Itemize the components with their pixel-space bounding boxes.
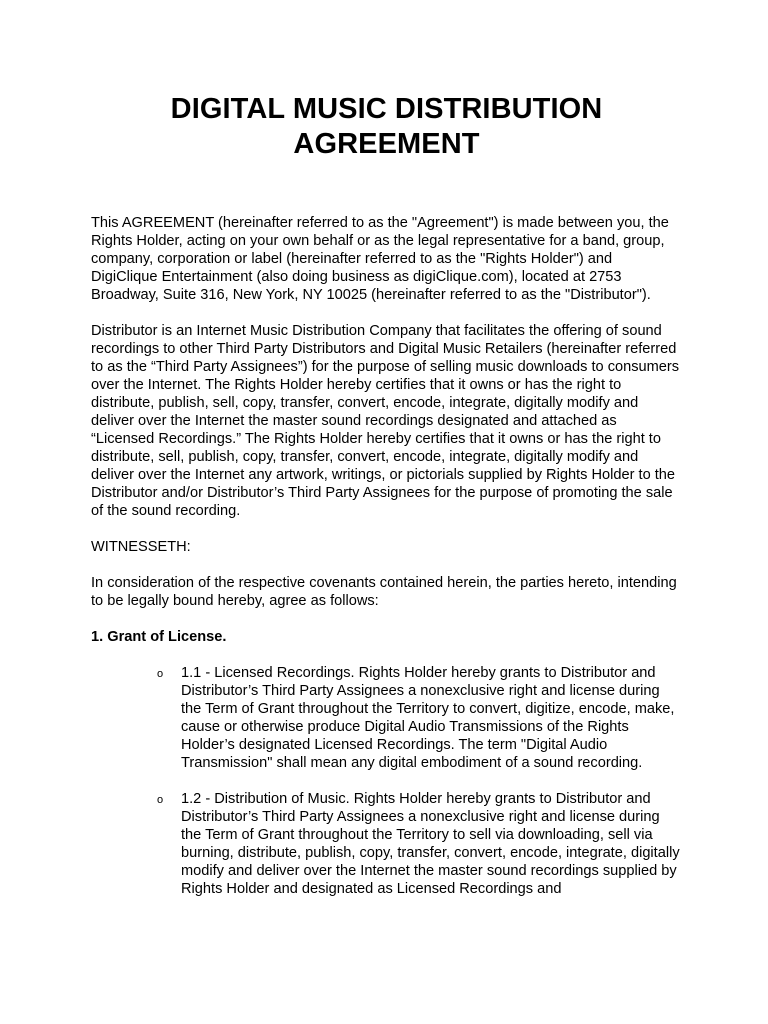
document-title xyxy=(91,92,682,162)
clause-text: 1.1 - Licensed Recordings. Rights Holder hereby grants to Distributor and Distributor’s Third Party Assignees a nonexclusive right and license during the Term of Grant throughout the Territory to convert, digitize, encode, make, cause or otherwise produce Digital Audio Transmissions of the Rights Holder’s designated Licensed Recordings. The term "Digital Audio Transmission" shall mean any digital embodiment of a sound recording. xyxy=(181,665,675,771)
list-bullet: o xyxy=(157,668,164,680)
section-heading-grant-of-license: 1. Grant of License. xyxy=(91,629,227,645)
clause-1-2 xyxy=(157,790,682,898)
document-title-line-2: AGREEMENT xyxy=(293,128,480,160)
list-bullet: o xyxy=(157,794,164,806)
document-title-line-1: DIGITAL MUSIC DISTRIBUTION xyxy=(170,93,603,125)
distributor-paragraph: Distributor is an Internet Music Distribution Company that facilitates the offering of sound recordings to other Third Party Distributors and Digital Music Retailers (hereinafter referred to as the “Third Party Assignees”) for the purpose of selling music downloads to consumers over the Internet. The Rights Holder hereby certifies that it owns or has the right to distribute, publish, sell, copy, transfer, convert, encode, integrate, digitally modify and deliver over the Internet the master sound recordings designated and attached as “Licensed Recordings.” The Rights Holder hereby certifies that it owns or has the right to distribute, sell, publish, copy, transfer, convert, encode, integrate, digitally modify and deliver over the Internet any artwork, writings, or pictorials supplied by Rights Holder to the Distributor and/or Distributor’s Third Party Assignees for the purpose of promoting the sale of the sound recording. xyxy=(91,323,680,519)
consideration-paragraph: In consideration of the respective covenants contained herein, the parties hereto, intending to be legally bound hereby, agree as follows: xyxy=(91,575,677,609)
witnesseth-label: WITNESSETH: xyxy=(91,539,191,555)
clause-text: 1.2 - Distribution of Music. Rights Holder hereby grants to Distributor and Distributor’s Third Party Assignees a nonexclusive right and license during the Term of Grant throughout the Territory to sell via downloading, sell via burning, distribute, publish, copy, transfer, convert, encode, integrate, digitally modify and deliver over the Internet the master sound recordings supplied by Rights Holder and designated as Licensed Recordings and xyxy=(181,791,680,897)
intro-paragraph: This AGREEMENT (hereinafter referred to as the "Agreement") is made between you, the Rights Holder, acting on your own behalf or as the legal representative for a band, group, company, corporation or label (hereinafter referred to as the "Rights Holder") and DigiClique Entertainment (also doing business as digiClique.com), located at 2753 Broadway, Suite 316, New York, NY 10025 (hereinafter referred to as the "Distributor"). xyxy=(91,215,669,303)
clause-1-1 xyxy=(157,664,682,772)
